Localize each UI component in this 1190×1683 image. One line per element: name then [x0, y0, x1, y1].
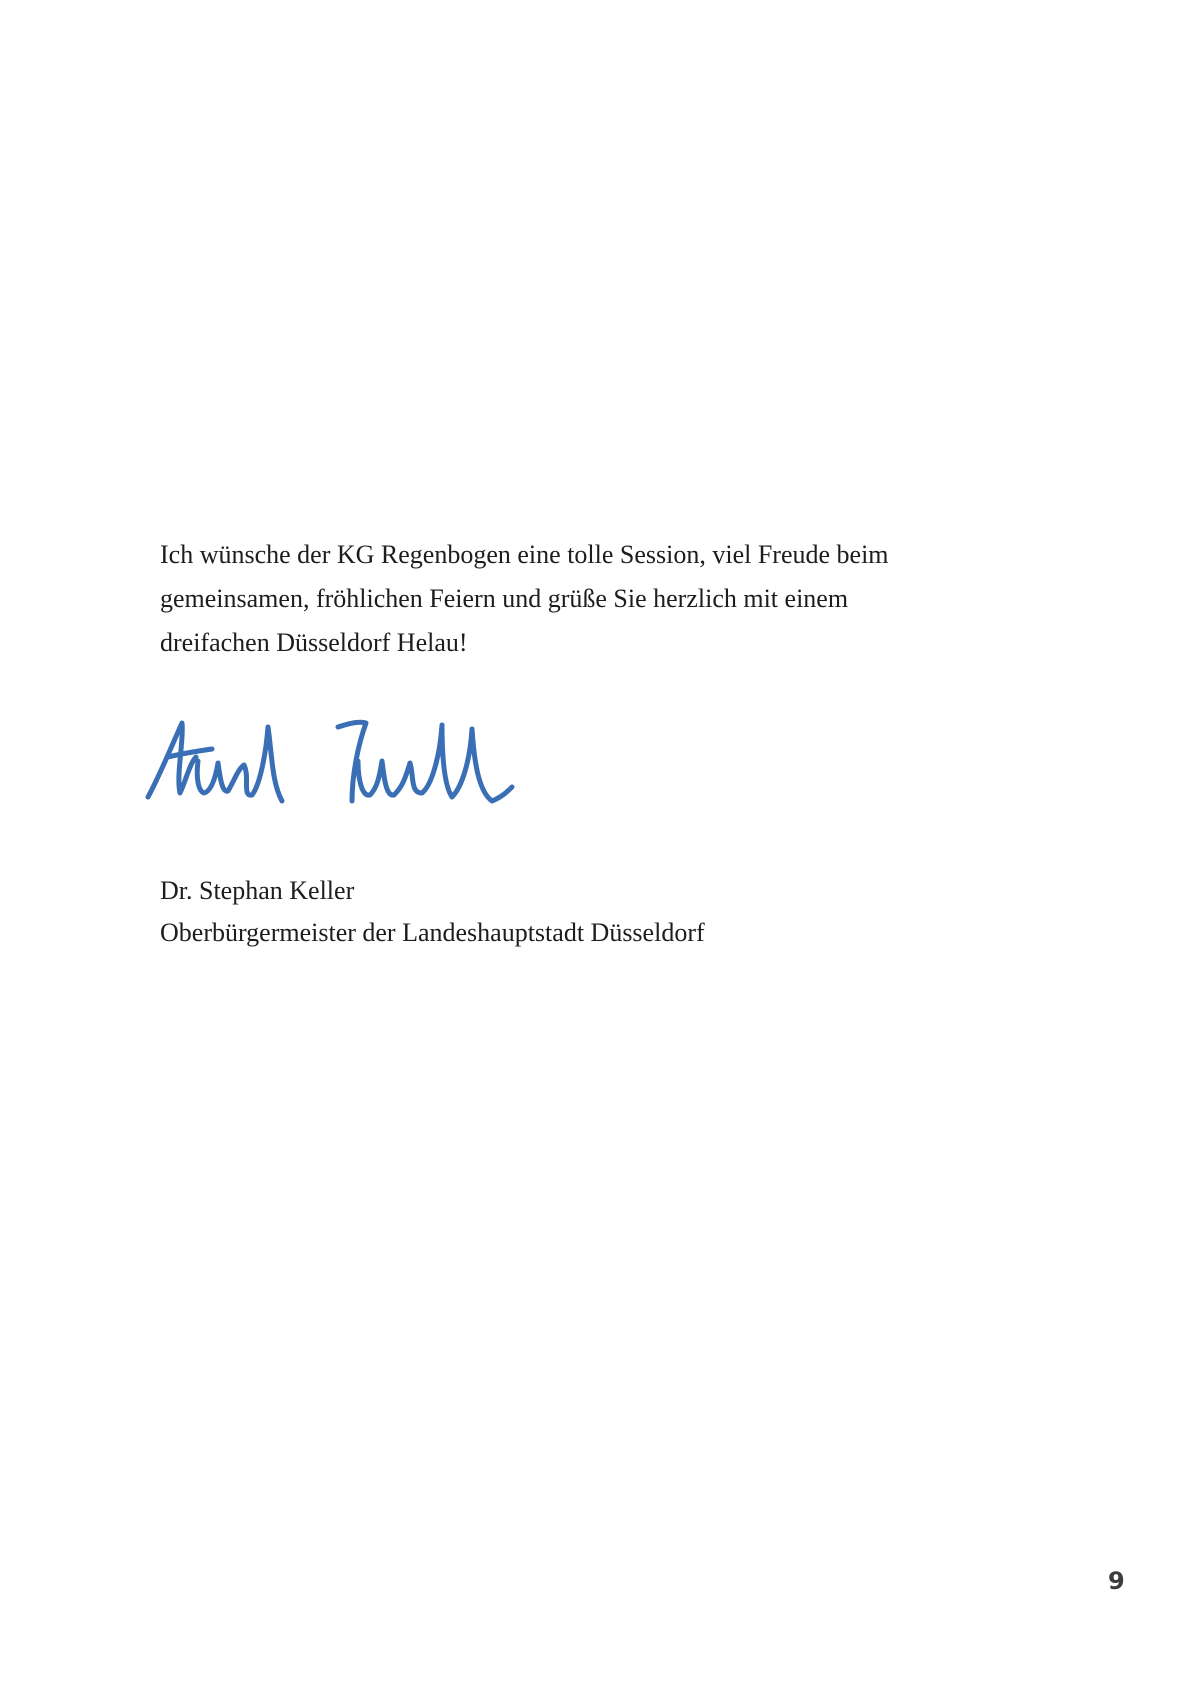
closing-line: gemeinsamen, fröhlichen Feiern und grüße Sie herzlich mit einem [160, 584, 849, 613]
closing-line: dreifachen Düsseldorf Helau! [160, 628, 468, 657]
signer-name: Dr. Stephan Keller [160, 876, 355, 905]
closing-line: Ich wünsche der KG Regenbogen eine tolle Session, viel Freude beim [160, 540, 889, 569]
signer-title: Oberbürgermeister der Landeshauptstadt Düsseldorf [160, 918, 705, 947]
handwritten-signature-icon [140, 705, 540, 825]
closing-paragraph [160, 533, 960, 665]
page-number: 9 [1108, 1567, 1125, 1595]
signature-block [160, 870, 705, 954]
